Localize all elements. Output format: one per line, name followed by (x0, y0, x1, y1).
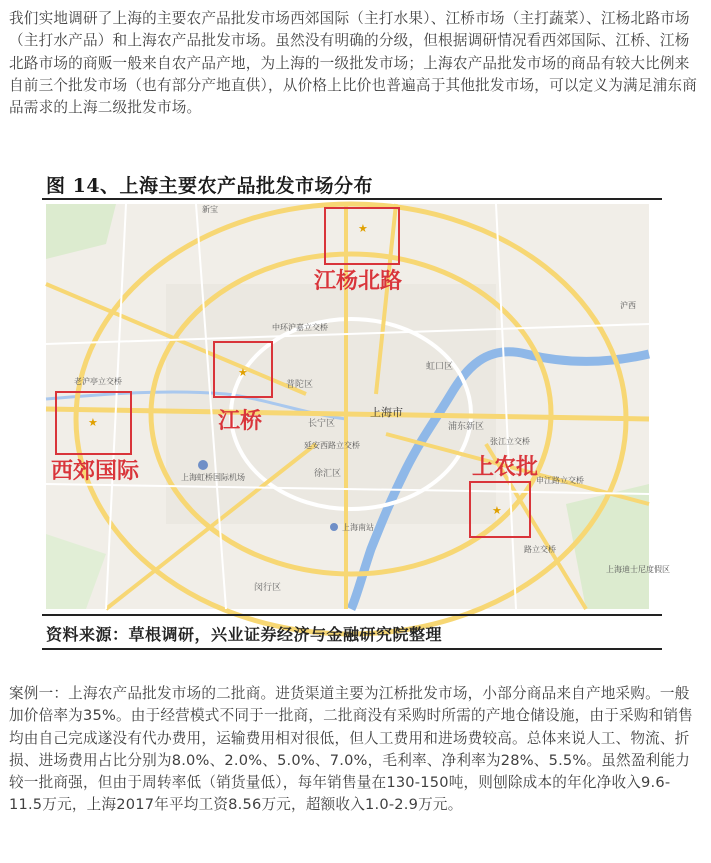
label-xinbao: 新宝 (202, 205, 218, 214)
label-xuhui: 徐汇区 (314, 469, 342, 479)
star-icon: ★ (492, 504, 502, 517)
label-shanghai-south: 上海南站 (342, 523, 374, 532)
label-changning: 长宁区 (308, 419, 336, 429)
label-shenjiang-interchange: 申江路立交桥 (536, 476, 584, 485)
label-disney: 上海迪士尼度假区 (606, 565, 670, 574)
label-pudong: 浦东新区 (448, 422, 485, 432)
label-hongkou: 虹口区 (426, 362, 454, 372)
figure-title: 图 14、上海主要农产品批发市场分布 (46, 175, 374, 197)
label-zhangjiang-interchange: 张江立交桥 (490, 437, 530, 446)
market-label-xijiao: 西郊国际 (51, 459, 140, 484)
label-lupu-interchange: 路立交桥 (524, 545, 556, 554)
label-yanan-interchange: 延安西路立交桥 (304, 441, 360, 450)
intro-paragraph: 我们实地调研了上海的主要农产品批发市场西郊国际（主打水果）、江桥市场（主打蔬菜）、江杨北路市场（主打水产品）和上海农产品批发市场。虽然没有明确的分级，但根据调研情况看西郊国际、江桥、江杨北路市场的商贩一般来自农产品产地，为上海的一级批发市场；上海农产品批发市场的商品有较大比例来自前三个批发市场（也有部分产地直供），从价格上比价也普遍高于其他批发市场，可以定义为满足浦东商品需求的上海二级批发市场。 (9, 10, 698, 117)
market-label-shangnong: 上农批 (472, 455, 539, 480)
figure-bottom-rule (42, 614, 662, 616)
market-label-jiangqiao: 江桥 (218, 409, 263, 434)
star-icon: ★ (238, 366, 248, 379)
label-putuo: 普陀区 (286, 380, 314, 390)
airport-icon (198, 460, 208, 470)
star-icon: ★ (88, 416, 98, 429)
station-icon (330, 523, 338, 531)
market-map (46, 204, 670, 609)
figure-source: 资料来源：草根调研，兴业证券经济与金融研究院整理 (46, 625, 443, 644)
figure-top-rule (42, 198, 662, 200)
label-huxi: 沪西 (620, 301, 636, 310)
label-minhang: 闵行区 (254, 583, 282, 593)
case-paragraph: 案例一：上海农产品批发市场的二批商。进货渠道主要为江桥批发市场，小部分商品来自产地采购。一般加价倍率为35%。由于经营模式不同于一批商，二批商没有采购时所需的产地仓储设施，由于采购和销售均由自己完成遂没有代办费用，运输费用相对很低，但人工费用和进场费较高。总体来说人工、物流、折损、进场费用占比分别为8.0%、2.0%、5.0%、7.0%，毛利率、净利率为28%、5.5%。虽然盈利能力较一批商强，但由于周转率低（销货量低），每年销售量在130-150吨，则刨除成本的年化净收入9.6-11.5万元，上海2017年平均工资8.56万元，超额收入1.0-2.9万元。 (9, 685, 693, 814)
market-label-jiangyang: 江杨北路 (314, 269, 403, 294)
star-icon: ★ (358, 222, 368, 235)
map-canvas (46, 204, 670, 609)
label-hongqiao-airport: 上海虹桥国际机场 (181, 473, 245, 482)
label-zhonghuan-interchange: 中环沪嘉立交桥 (272, 323, 328, 332)
label-shanghai-city: 上海市 (370, 406, 403, 419)
source-bottom-rule (42, 648, 662, 650)
label-laohu-interchange: 老沪亭立交桥 (74, 377, 122, 386)
